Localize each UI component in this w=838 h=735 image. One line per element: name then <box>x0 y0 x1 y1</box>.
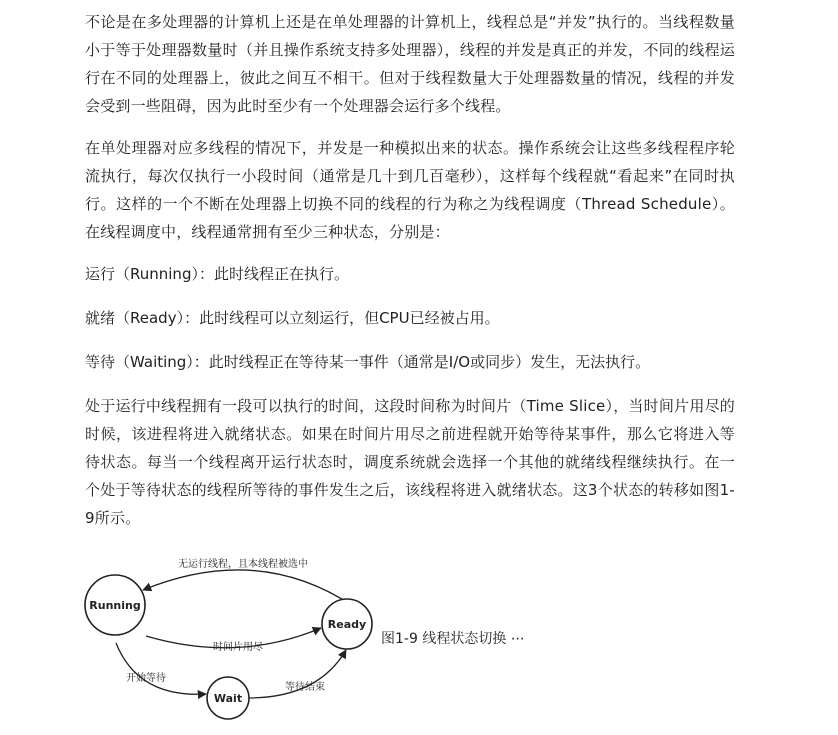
state-waiting-line: 等待（Waiting）：此时线程正在等待某一事件（通常是I/O或同步）发生，无法执行。 <box>85 353 651 371</box>
edge-running-to-wait-label: 开始等待 <box>126 673 166 684</box>
edge-wait-to-ready-label: 等待结束 <box>285 682 325 693</box>
node-running-label: Running <box>89 599 141 612</box>
paragraph-time-slice: 处于运行中线程拥有一段可以执行的时间，这段时间称为时间片（Time Slice），当时间片用尽的时候，该进程将进入就绪状态。如果在时间片用尽之前进程就开始等待某事件，那么它将进入等待状态。每当一个线程离开运行状态时，调度系统就会选择一个其他的就绪线程继续执行。在一个处于等待状态的线程所等待的事件发生之后，该线程将进入就绪状态。这3个状态的转移如图1-9所示。 <box>85 397 735 527</box>
node-ready-label: Ready <box>327 618 367 631</box>
edge-ready-to-running <box>143 570 353 606</box>
edge-running-to-wait <box>116 643 206 694</box>
figure-caption: 图1-9 线程状态切换 ⋯ <box>381 631 525 647</box>
node-wait-label: Wait <box>213 692 243 705</box>
document-body <box>85 8 735 546</box>
paragraph-scheduling: 在单处理器对应多线程的情况下，并发是一种模拟出来的状态。操作系统会让这些多线程程序轮流执行，每次仅执行一小段时间（通常是几十到几百毫秒），这样每个线程就“看起来”在同时执行。这样的一个不断在处理器上切换不同的线程的行为称之为线程调度（Thread Schedule）。在线程调度中，线程通常拥有至少三种状态，分别是： <box>85 139 735 241</box>
edge-ready-to-running-label: 无运行线程，且本线程被选中 <box>178 559 308 570</box>
edge-running-to-ready-label: 时间片用尽 <box>213 642 263 653</box>
state-ready-line: 就绪（Ready）：此时线程可以立刻运行，但CPU已经被占用。 <box>85 309 500 327</box>
paragraph-concurrency: 不论是在多处理器的计算机上还是在单处理器的计算机上，线程总是“并发”执行的。当线程数量小于等于处理器数量时（并且操作系统支持多处理器），线程的并发是真正的并发，不同的线程运行在不同的处理器上，彼此之间互不相干。但对于线程数量大于处理器数量的情况，线程的并发会受到一些阻碍，因为此时至少有一个处理器会运行多个线程。 <box>85 13 735 115</box>
state-running-line: 运行（Running）：此时线程正在执行。 <box>85 265 349 283</box>
